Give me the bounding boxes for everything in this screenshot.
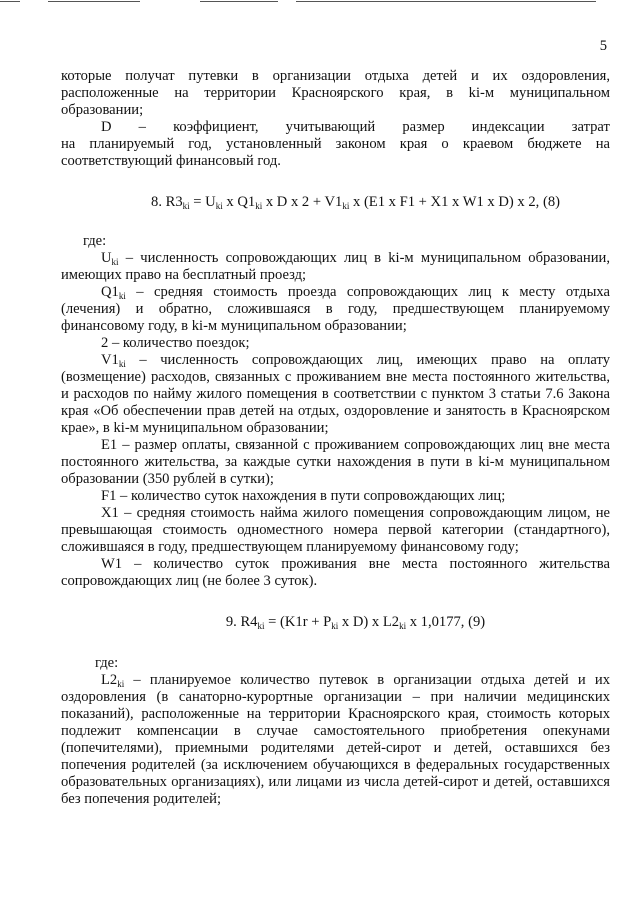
definition-w1: W1 – количество суток проживания вне места постоянного жительства сопровождающих лиц (не более 3 суток).	[61, 556, 610, 589]
page-number: 5	[599, 38, 607, 54]
definition-uki: $U_{ki}$ – численность сопровождающих лиц в ki-м муниципальном образовании, имеющих право на бесплатный проезд;	[61, 250, 610, 283]
definition-q1ki: $Q1_{ki}$ – средняя стоимость проезда сопровождающих лиц к месту отдыха (лечения) и обратно, сложившаяся в году, предшествующем планируемому финансовому году, в ki-м муниципальном образовании;	[61, 284, 610, 334]
document-body	[61, 68, 610, 808]
formula-8: 8. $R3_{ki} = U_{ki}$ x $Q1_{ki}$ x D x $2 + V1_{ki}$ x (E1 x F1 + X1 x W1 x D) x 2, (8)	[151, 194, 560, 211]
definition-l2ki: $L2_{ki}$ – планируемое количество путевок в организации отдыха детей и их оздоровления (в санаторно-курортные организации – при наличии медицинских показаний), расположенные на территории Красноярского края, стоимость которых подлежит компенсации в случае самостоятельного приобретения опекунами (попечителями), приемными родителями детей-сирот и детей, оставшихся без попечения родителей (за исключением обучающихся в федеральных государственных образовательных организациях), или лицами из числа детей-сирот и детей, оставшихся без попечения родителей;	[61, 672, 610, 807]
paragraph-continued: которые получат путевки в организации отдыха детей и их оздоровления, расположенные на территории Красноярского края, в ki-м муниципальном образовании;	[61, 68, 610, 118]
where-label-2: где:	[95, 655, 119, 671]
where-label-1: где:	[83, 233, 107, 249]
definition-f1: F1 – количество суток нахождения в пути сопровождающих лиц;	[101, 488, 506, 504]
formula-9: 9. $R4_{ki} = (K1r + P_{ki}$ x D) x $L2_{ki}$ x 1,0177, (9)	[225, 614, 486, 631]
scan-top-border	[0, 0, 640, 4]
definition-v1ki: $V1_{ki}$ – численность сопровождающих лиц, имеющих право на оплату (возмещение) расходов, связанных с проживанием вне места постоянного жительства, и расходов по найму жилого помещения в соответствии с пунктом 3 статьи 7.6 Закона края «Об обеспечении прав детей на отдых, оздоровление и занятость в Красноярском крае», в ki-м муниципальном образовании;	[61, 352, 610, 436]
d-definition-line: D – коэффициент, учитывающий размер индексации затрат	[101, 119, 610, 135]
definition-x1: X1 – средняя стоимость найма жилого помещения сопровождающим лицом, не превышающая стоимость одноместного номера первой категории (стандартного), сложившаяся в году, предшествующем планируемому финансовому году;	[61, 505, 610, 555]
definition-two: 2 – количество поездок;	[101, 335, 250, 351]
definition-e1: E1 – размер оплаты, связанной с проживанием сопровождающих лиц вне места постоянного жительства, за каждые сутки нахождения в пути в ki-м муниципальном образовании (350 рублей в сутки);	[61, 437, 610, 487]
d-definition-rest: на планируемый год, установленный законом края о краевом бюджете на соответствующий финансовый год.	[61, 136, 610, 169]
